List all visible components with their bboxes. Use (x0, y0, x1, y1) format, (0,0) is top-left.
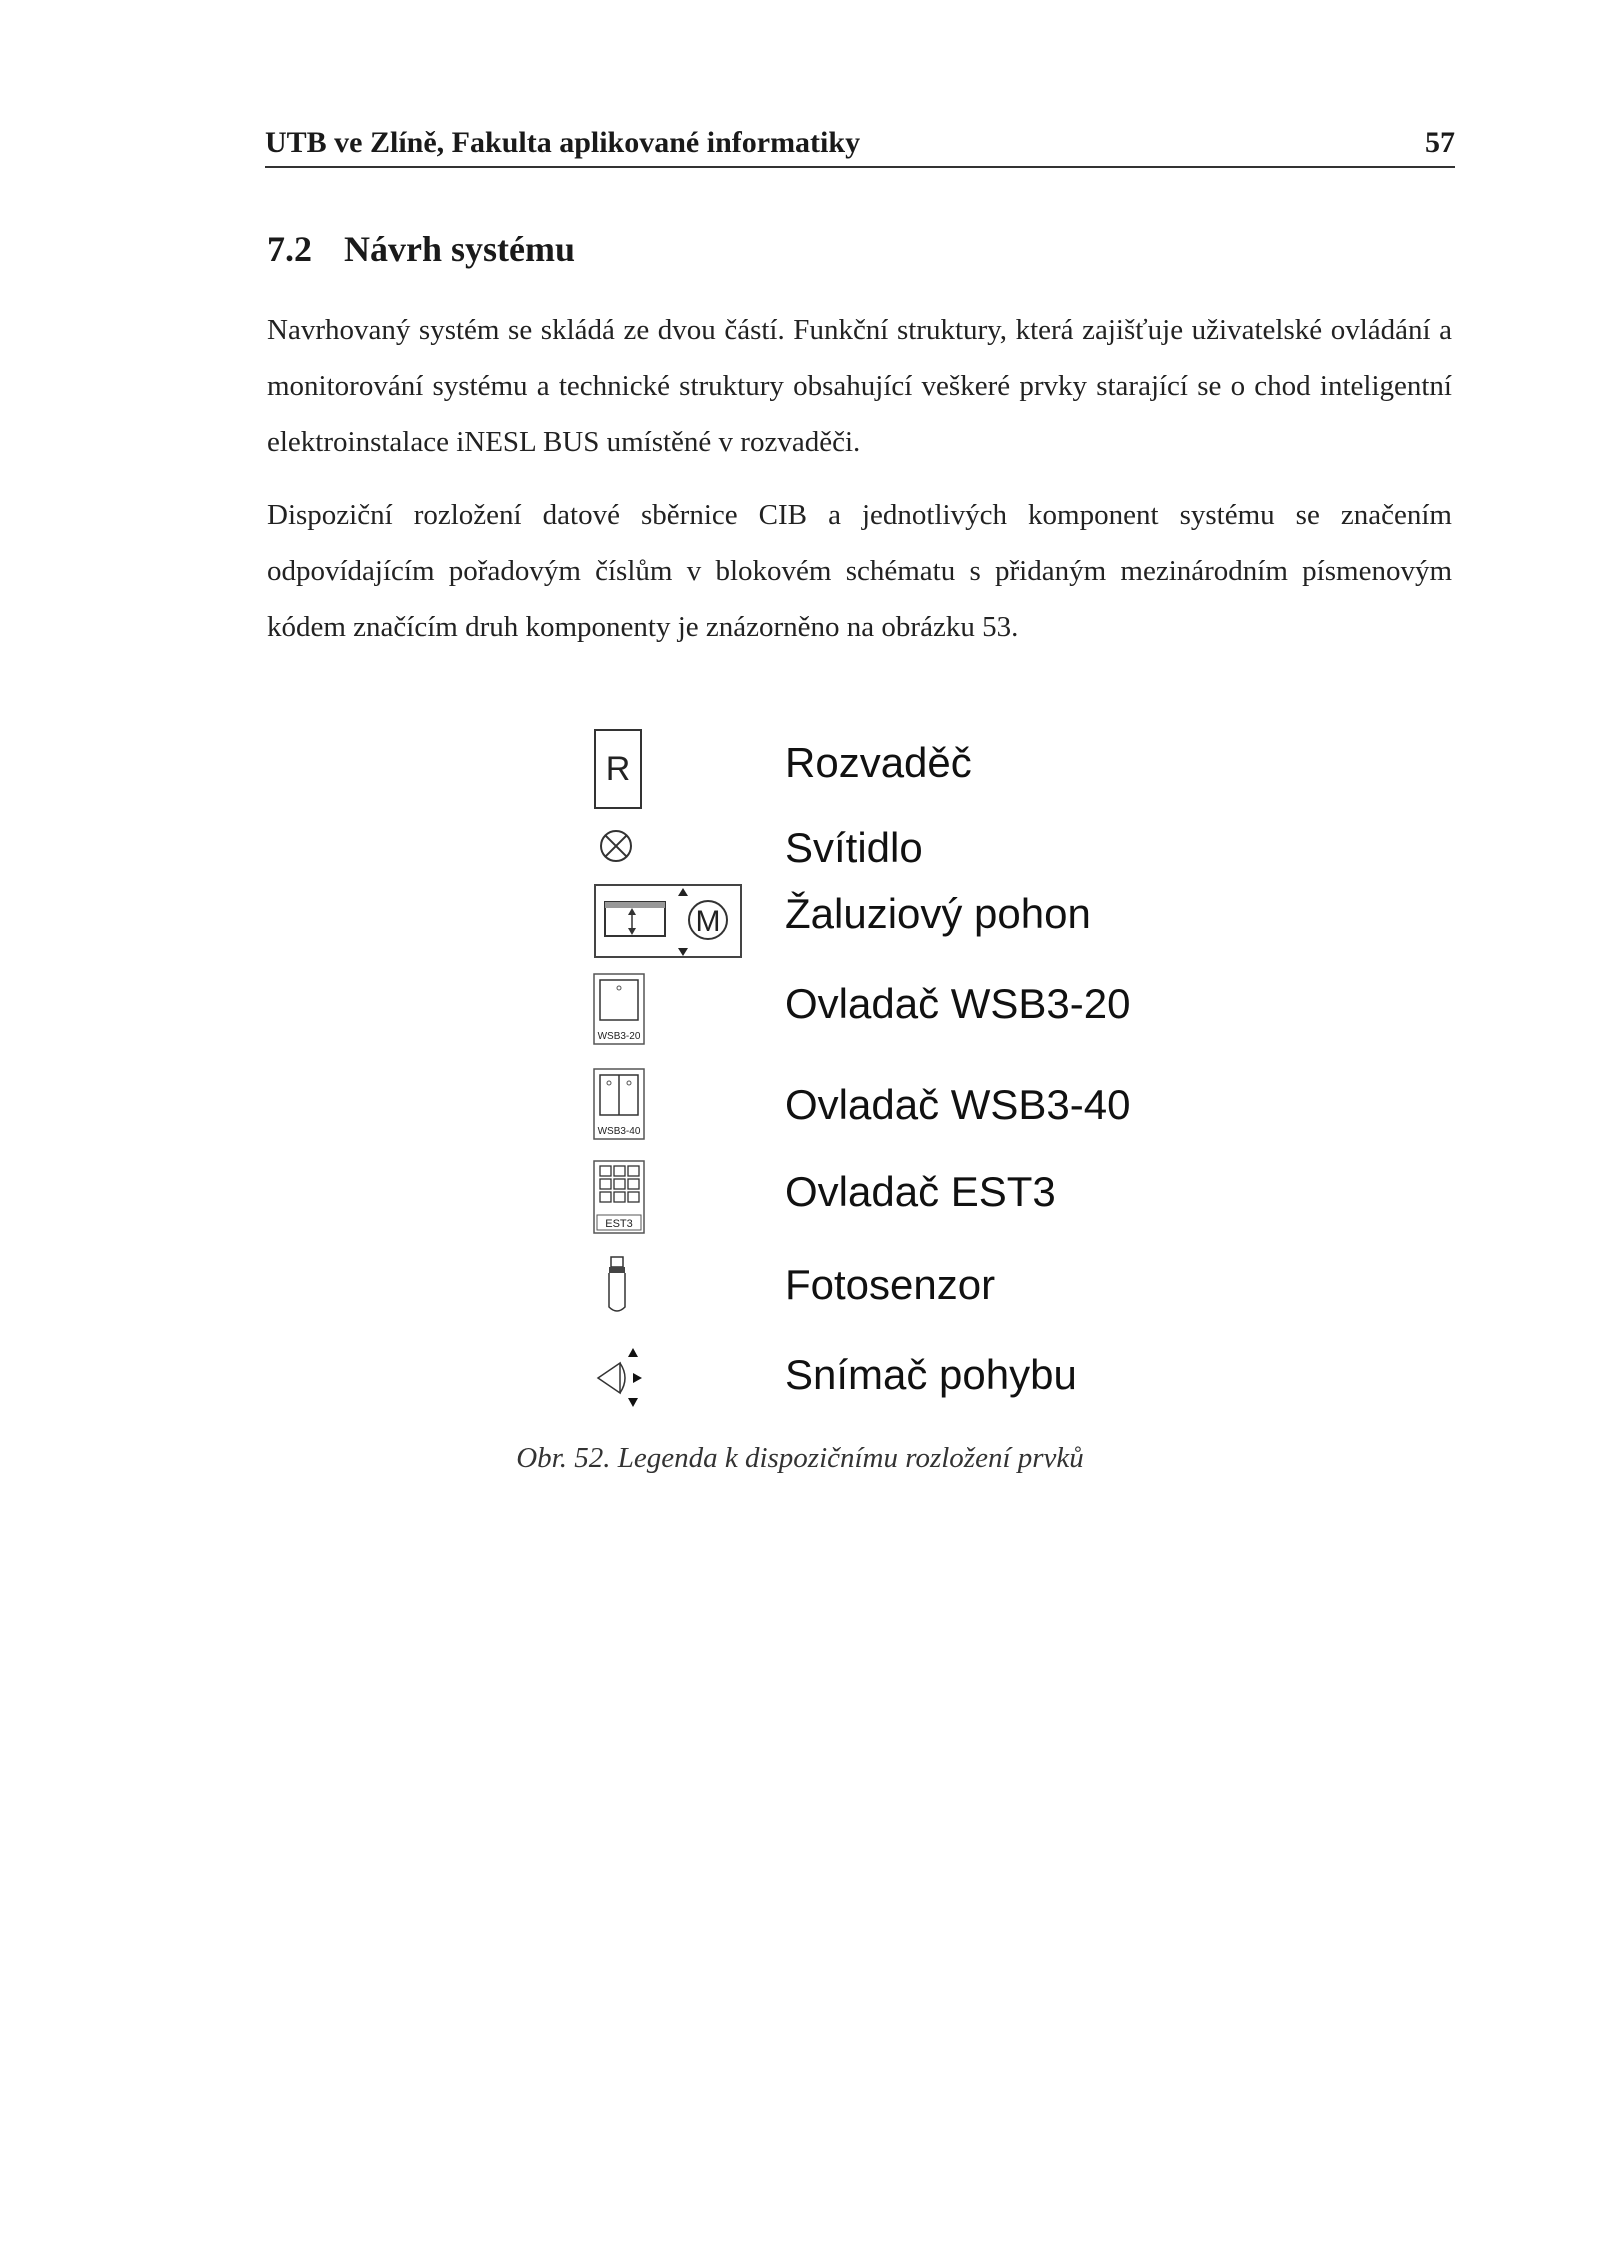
svg-text:WSB3-20: WSB3-20 (597, 1031, 641, 1042)
wsb3-20-switch-icon (590, 970, 650, 1050)
legend-label: Snímač pohybu (785, 1351, 1077, 1398)
legend-label: Žaluziový pohon (785, 890, 1091, 937)
legend-item (590, 1345, 1290, 1425)
legend-label: Ovladač EST3 (785, 1168, 1056, 1215)
figure-caption: Obr. 52. Legenda k dispozičnímu rozložení prvků (516, 1442, 1084, 1474)
paragraph: Dispoziční rozložení datové sběrnice CIB a jednotlivých komponent systému se značením odpovídajícím pořadovým číslům v blokovém schématu s přidaným mezinárodním písmenovým kódem značícím druh komponenty je znázorněno na obrázku 53. (267, 499, 1452, 643)
section-title: Návrh systému (344, 229, 575, 269)
legend-label: Fotosenzor (785, 1261, 996, 1308)
paragraph: Navrhovaný systém se skládá ze dvou částí. Funkční struktury, která zajišťuje uživatelské ovládání a monitorování systému a technické struktury obsahující veškeré prvky starající se o chod inteligentní elektroinstalace iNESL BUS umístěné v rozvaděči. (267, 314, 1452, 458)
svg-text:M: M (695, 905, 721, 938)
legend-label: Ovladač WSB3-40 (785, 1081, 1131, 1128)
svg-text:R: R (605, 750, 631, 788)
legend-label: Rozvaděč (785, 739, 972, 786)
svg-text:EST3: EST3 (605, 1218, 633, 1230)
wsb3-40-switch-icon (590, 1065, 650, 1145)
legend-item (590, 1255, 1290, 1335)
legend-item (590, 1158, 1290, 1238)
legend-label: Svítidlo (785, 824, 923, 871)
switchboard-icon (590, 725, 650, 815)
svg-text:WSB3-40: WSB3-40 (597, 1126, 641, 1137)
page-header (265, 118, 1455, 168)
legend-item (590, 1065, 1290, 1145)
section-number: 7.2 (267, 229, 312, 269)
page-number: 57 (1425, 126, 1455, 159)
header-title: UTB ve Zlíně, Fakulta aplikované informatiky (265, 126, 861, 159)
blind-motor-icon (590, 880, 750, 960)
section-heading (267, 228, 575, 270)
legend-item (590, 725, 1290, 805)
photosensor-icon (590, 1255, 650, 1325)
light-fixture-icon (590, 822, 650, 872)
legend-label: Ovladač WSB3-20 (785, 980, 1131, 1027)
motion-sensor-icon (590, 1345, 660, 1415)
legend-item (590, 880, 1290, 960)
est3-controller-icon (590, 1158, 650, 1238)
legend-item (590, 970, 1290, 1050)
